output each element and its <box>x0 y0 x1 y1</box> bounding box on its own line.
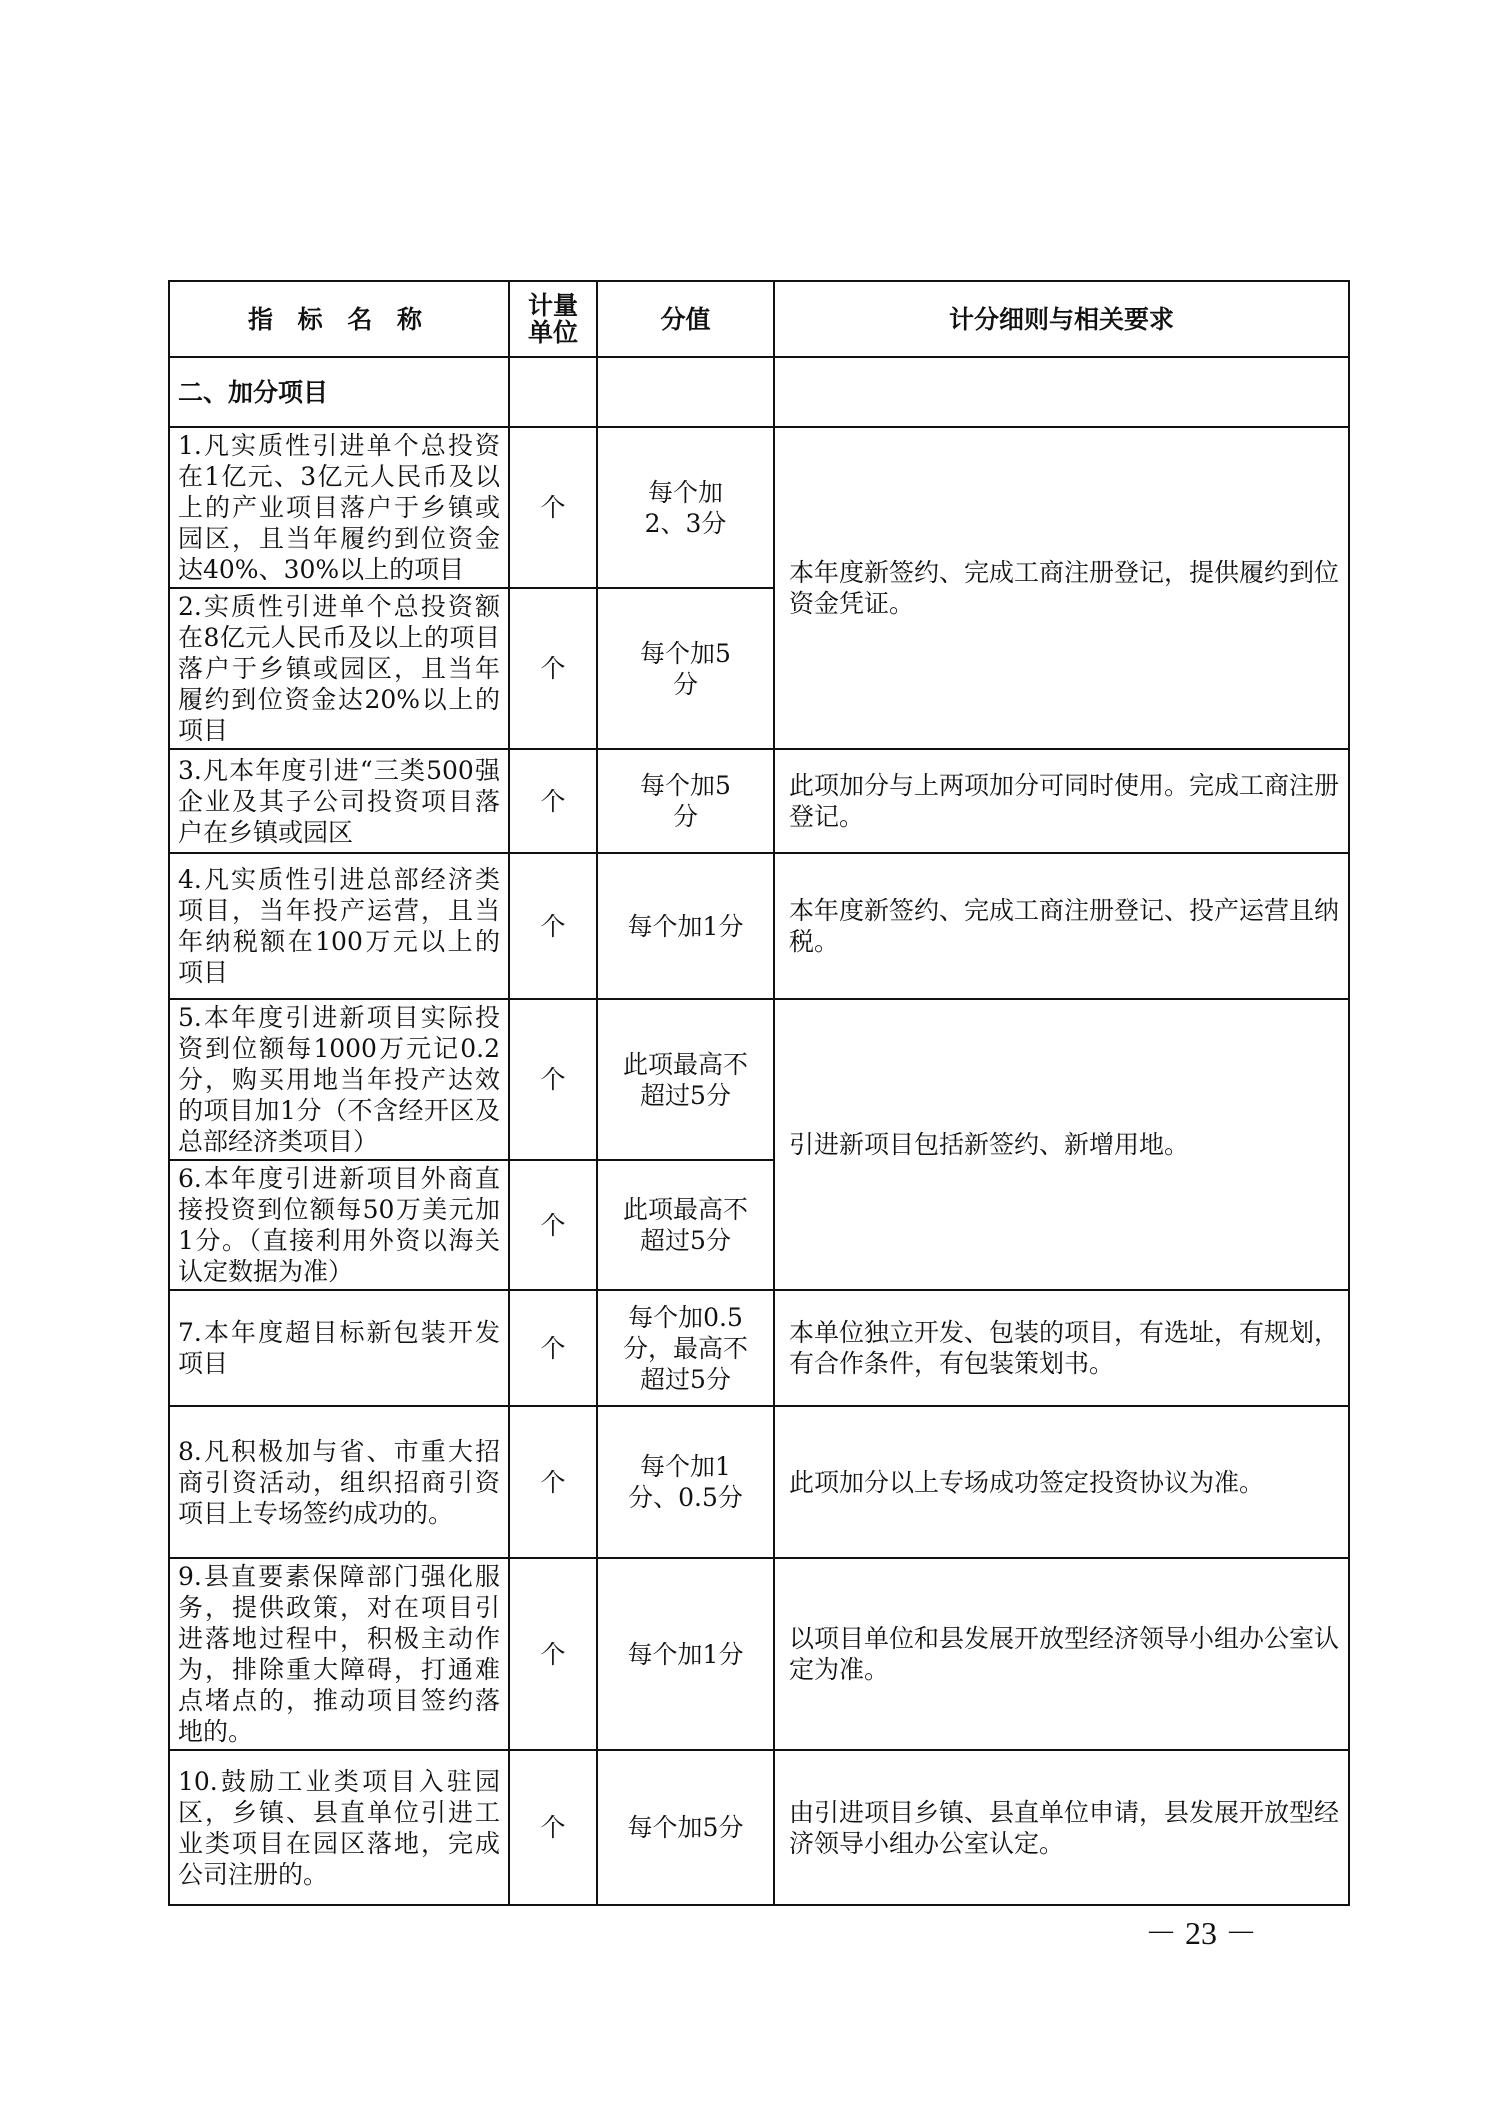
section-row <box>169 357 1349 427</box>
indicator-name: 6.本年度引进新项目外商直接投资到位额每50万美元加1分。（直接利用外资以海关认定数据为准） <box>169 1160 509 1290</box>
section-title: 二、加分项目 <box>169 357 509 427</box>
score: 每个加5分 <box>597 1750 774 1905</box>
score: 每个加0.5分，最高不超过5分 <box>597 1290 774 1406</box>
header-indicator-name: 指 标 名 称 <box>169 281 509 357</box>
scoring-table <box>168 280 1350 1906</box>
empty-cell <box>774 357 1349 427</box>
requirement: 本年度新签约、完成工商注册登记、投产运营且纳税。 <box>774 853 1349 999</box>
score: 每个加5分 <box>597 588 774 749</box>
requirement: 此项加分以上专场成功签定投资协议为准。 <box>774 1406 1349 1558</box>
empty-cell <box>597 357 774 427</box>
score: 每个加1分 <box>597 1558 774 1750</box>
table-row <box>169 1558 1349 1750</box>
indicator-name: 5.本年度引进新项目实际投资到位额每1000万元记0.2分，购买用地当年投产达效的项目加1分（不含经开区及总部经济类项目） <box>169 999 509 1160</box>
unit: 个 <box>509 853 597 999</box>
requirement: 本年度新签约、完成工商注册登记，提供履约到位资金凭证。 <box>774 427 1349 749</box>
unit: 个 <box>509 999 597 1160</box>
requirement: 引进新项目包括新签约、新增用地。 <box>774 999 1349 1290</box>
unit: 个 <box>509 588 597 749</box>
requirement: 由引进项目乡镇、县直单位申请，县发展开放型经济领导小组办公室认定。 <box>774 1750 1349 1905</box>
unit: 个 <box>509 1160 597 1290</box>
unit: 个 <box>509 1558 597 1750</box>
indicator-name: 7.本年度超目标新包装开发项目 <box>169 1290 509 1406</box>
table-row <box>169 853 1349 999</box>
indicator-name: 1.凡实质性引进单个总投资在1亿元、3亿元人民币及以上的产业项目落户于乡镇或园区，且当年履约到位资金达40%、30%以上的项目 <box>169 427 509 588</box>
unit: 个 <box>509 427 597 588</box>
score: 每个加2、3分 <box>597 427 774 588</box>
unit: 个 <box>509 749 597 853</box>
table-row <box>169 1290 1349 1406</box>
score: 每个加5分 <box>597 749 774 853</box>
indicator-name: 9.县直要素保障部门强化服务，提供政策，对在项目引进落地过程中，积极主动作为，排除重大障碍，打通难点堵点的，推动项目签约落地的。 <box>169 1558 509 1750</box>
requirement: 本单位独立开发、包装的项目，有选址，有规划，有合作条件，有包装策划书。 <box>774 1290 1349 1406</box>
score: 每个加1分 <box>597 853 774 999</box>
header-requirements: 计分细则与相关要求 <box>774 281 1349 357</box>
indicator-name: 2.实质性引进单个总投资额在8亿元人民币及以上的项目落户于乡镇或园区，且当年履约到位资金达20%以上的项目 <box>169 588 509 749</box>
table-row <box>169 999 1349 1160</box>
indicator-name: 3.凡本年度引进“三类500强企业及其子公司投资项目落户在乡镇或园区 <box>169 749 509 853</box>
requirement: 以项目单位和县发展开放型经济领导小组办公室认定为准。 <box>774 1558 1349 1750</box>
score: 此项最高不超过5分 <box>597 1160 774 1290</box>
table-row <box>169 1750 1349 1905</box>
score: 此项最高不超过5分 <box>597 999 774 1160</box>
table-row <box>169 1406 1349 1558</box>
indicator-name: 8.凡积极加与省、市重大招商引资活动，组织招商引资项目上专场签约成功的。 <box>169 1406 509 1558</box>
page-number: － 23 － <box>1145 1915 1258 1951</box>
unit: 个 <box>509 1290 597 1406</box>
empty-cell <box>509 357 597 427</box>
indicator-name: 4.凡实质性引进总部经济类项目，当年投产运营，且当年纳税额在100万元以上的项目 <box>169 853 509 999</box>
indicator-name: 10.鼓励工业类项目入驻园区，乡镇、县直单位引进工业类项目在园区落地，完成公司注册的。 <box>169 1750 509 1905</box>
unit: 个 <box>509 1406 597 1558</box>
score: 每个加1分、0.5分 <box>597 1406 774 1558</box>
header-unit: 计量单位 <box>509 281 597 357</box>
header-score: 分值 <box>597 281 774 357</box>
table-row <box>169 427 1349 588</box>
header-row <box>169 281 1349 357</box>
requirement: 此项加分与上两项加分可同时使用。完成工商注册登记。 <box>774 749 1349 853</box>
table-row <box>169 749 1349 853</box>
unit: 个 <box>509 1750 597 1905</box>
